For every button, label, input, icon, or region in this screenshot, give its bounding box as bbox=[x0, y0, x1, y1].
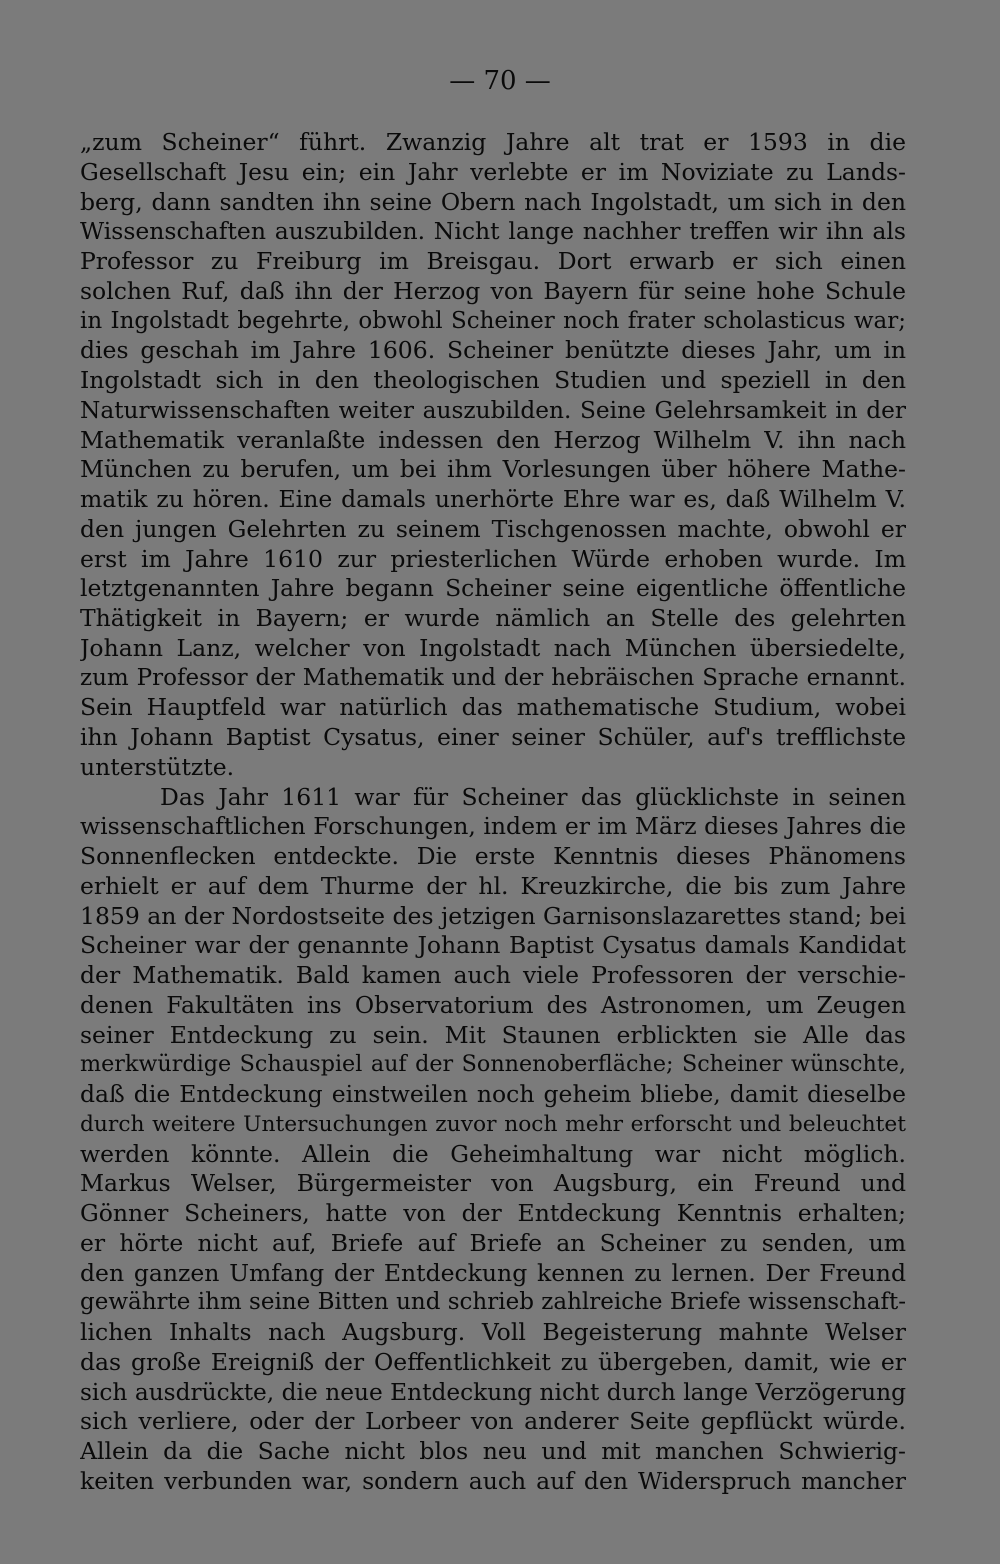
text-line: „zum Scheiner“ führt. Zwanzig Jahre alt trat er 1593 in die bbox=[80, 128, 906, 156]
text-line: dies geschah im Jahre 1606. Scheiner benützte dieses Jahr, um in bbox=[80, 336, 906, 365]
text-line: wissenschaftlichen Forschungen, indem er im März dieses Jahres die bbox=[80, 812, 906, 841]
text-line: keiten verbunden war, sondern auch auf den Widerspruch mancher bbox=[80, 1466, 906, 1495]
text-line: merkwürdige Schauspiel auf der Sonnenoberfläche; Scheiner wünschte, bbox=[80, 1051, 906, 1078]
page-number: — 70 — bbox=[449, 66, 551, 96]
text-line: matik zu hören. Eine damals unerhörte Ehre war es, daß Wilhelm V. bbox=[80, 485, 906, 513]
text-line: Johann Lanz, welcher von Ingolstadt nach München übersiedelte, bbox=[80, 633, 906, 662]
text-line: Sonnenflecken entdeckte. Die erste Kenntnis dieses Phänomens bbox=[80, 842, 906, 870]
text-line: werden könnte. Allein die Geheimhaltung war nicht möglich. bbox=[80, 1139, 906, 1168]
text-line: Gönner Scheiners, hatte von der Entdeckung Kenntnis erhalten; bbox=[80, 1199, 906, 1227]
paragraph-start-line: Das Jahr 1611 war für Scheiner das glücklichste in seinen bbox=[160, 782, 906, 811]
text-line: den ganzen Umfang der Entdeckung kennen zu lernen. Der Freund bbox=[80, 1258, 906, 1287]
text-line: Thätigkeit in Bayern; er wurde nämlich an Stelle des gelehrten bbox=[80, 604, 906, 632]
text-line: den jungen Gelehrten zu seinem Tischgenossen machte, obwohl er bbox=[80, 514, 906, 543]
text-line: in Ingolstadt begehrte, obwohl Scheiner noch frater scholasticus war; bbox=[80, 307, 906, 334]
text-line: München zu berufen, um bei ihm Vorlesungen über höhere Mathe- bbox=[80, 455, 906, 484]
text-line: unterstützte. bbox=[80, 752, 235, 781]
text-line: Gesellschaft Jesu ein; ein Jahr verlebte er im Noviziate zu Lands- bbox=[80, 157, 906, 186]
text-line: durch weitere Untersuchungen zuvor noch mehr erforscht und beleuchtet bbox=[80, 1111, 906, 1137]
text-line: erhielt er auf dem Thurme der hl. Kreuzkirche, die bis zum Jahre bbox=[80, 871, 906, 900]
text-line: Allein da die Sache nicht blos neu und mit manchen Schwierig- bbox=[80, 1437, 906, 1465]
text-line: gewährte ihm seine Bitten und schrieb zahlreiche Briefe wissenschaft- bbox=[80, 1289, 906, 1316]
text-line: 1859 an der Nordostseite des jetzigen Garnisonslazarettes stand; bei bbox=[80, 901, 906, 930]
text-line: letztgenannten Jahre begann Scheiner seine eigentliche öffentliche bbox=[80, 574, 906, 603]
text-line: Sein Hauptfeld war natürlich das mathematische Studium, wobei bbox=[80, 693, 906, 722]
text-line: Professor zu Freiburg im Breisgau. Dort erwarb er sich einen bbox=[80, 247, 906, 275]
text-line: Scheiner war der genannte Johann Baptist Cysatus damals Kandidat bbox=[80, 931, 906, 960]
text-line: Mathematik veranlaßte indessen den Herzog Wilhelm V. ihn nach bbox=[80, 425, 906, 454]
text-line: der Mathematik. Bald kamen auch viele Professoren der verschie- bbox=[80, 961, 906, 989]
text-line: das große Ereigniß der Oeffentlichkeit zu übergeben, damit, wie er bbox=[80, 1347, 906, 1376]
text-line: er hörte nicht auf, Briefe auf Briefe an Scheiner zu senden, um bbox=[80, 1228, 906, 1257]
text-line: Markus Welser, Bürgermeister von Augsburg, ein Freund und bbox=[80, 1169, 906, 1198]
text-line: sich ausdrückte, die neue Entdeckung nicht durch lange Verzögerung bbox=[80, 1378, 906, 1406]
text-line: Naturwissenschaften weiter auszubilden. Seine Gelehrsamkeit in der bbox=[80, 396, 906, 424]
text-line: zum Professor der Mathematik und der hebräischen Sprache ernannt. bbox=[80, 664, 906, 691]
text-line: daß die Entdeckung einstweilen noch geheim bliebe, damit dieselbe bbox=[80, 1080, 906, 1108]
text-line: erst im Jahre 1610 zur priesterlichen Würde erhoben wurde. Im bbox=[80, 544, 906, 573]
text-line: Wissenschaften auszubilden. Nicht lange nachher treffen wir ihn als bbox=[80, 217, 906, 246]
text-line: denen Fakultäten ins Observatorium des Astronomen, um Zeugen bbox=[80, 990, 906, 1019]
body-text bbox=[80, 128, 906, 1497]
text-line: berg, dann sandten ihn seine Obern nach Ingolstadt, um sich in den bbox=[80, 187, 906, 216]
text-line: sich verliere, oder der Lorbeer von anderer Seite gepflückt würde. bbox=[80, 1407, 906, 1436]
text-line: lichen Inhalts nach Augsburg. Voll Begeisterung mahnte Welser bbox=[80, 1318, 906, 1346]
text-line: ihn Johann Baptist Cysatus, einer seiner Schüler, auf's trefflichste bbox=[80, 723, 906, 751]
text-line: seiner Entdeckung zu sein. Mit Staunen erblickten sie Alle das bbox=[80, 1020, 906, 1049]
text-line: Ingolstadt sich in den theologischen Studien und speziell in den bbox=[80, 366, 906, 394]
text-line: solchen Ruf, daß ihn der Herzog von Bayern für seine hohe Schule bbox=[80, 276, 906, 305]
